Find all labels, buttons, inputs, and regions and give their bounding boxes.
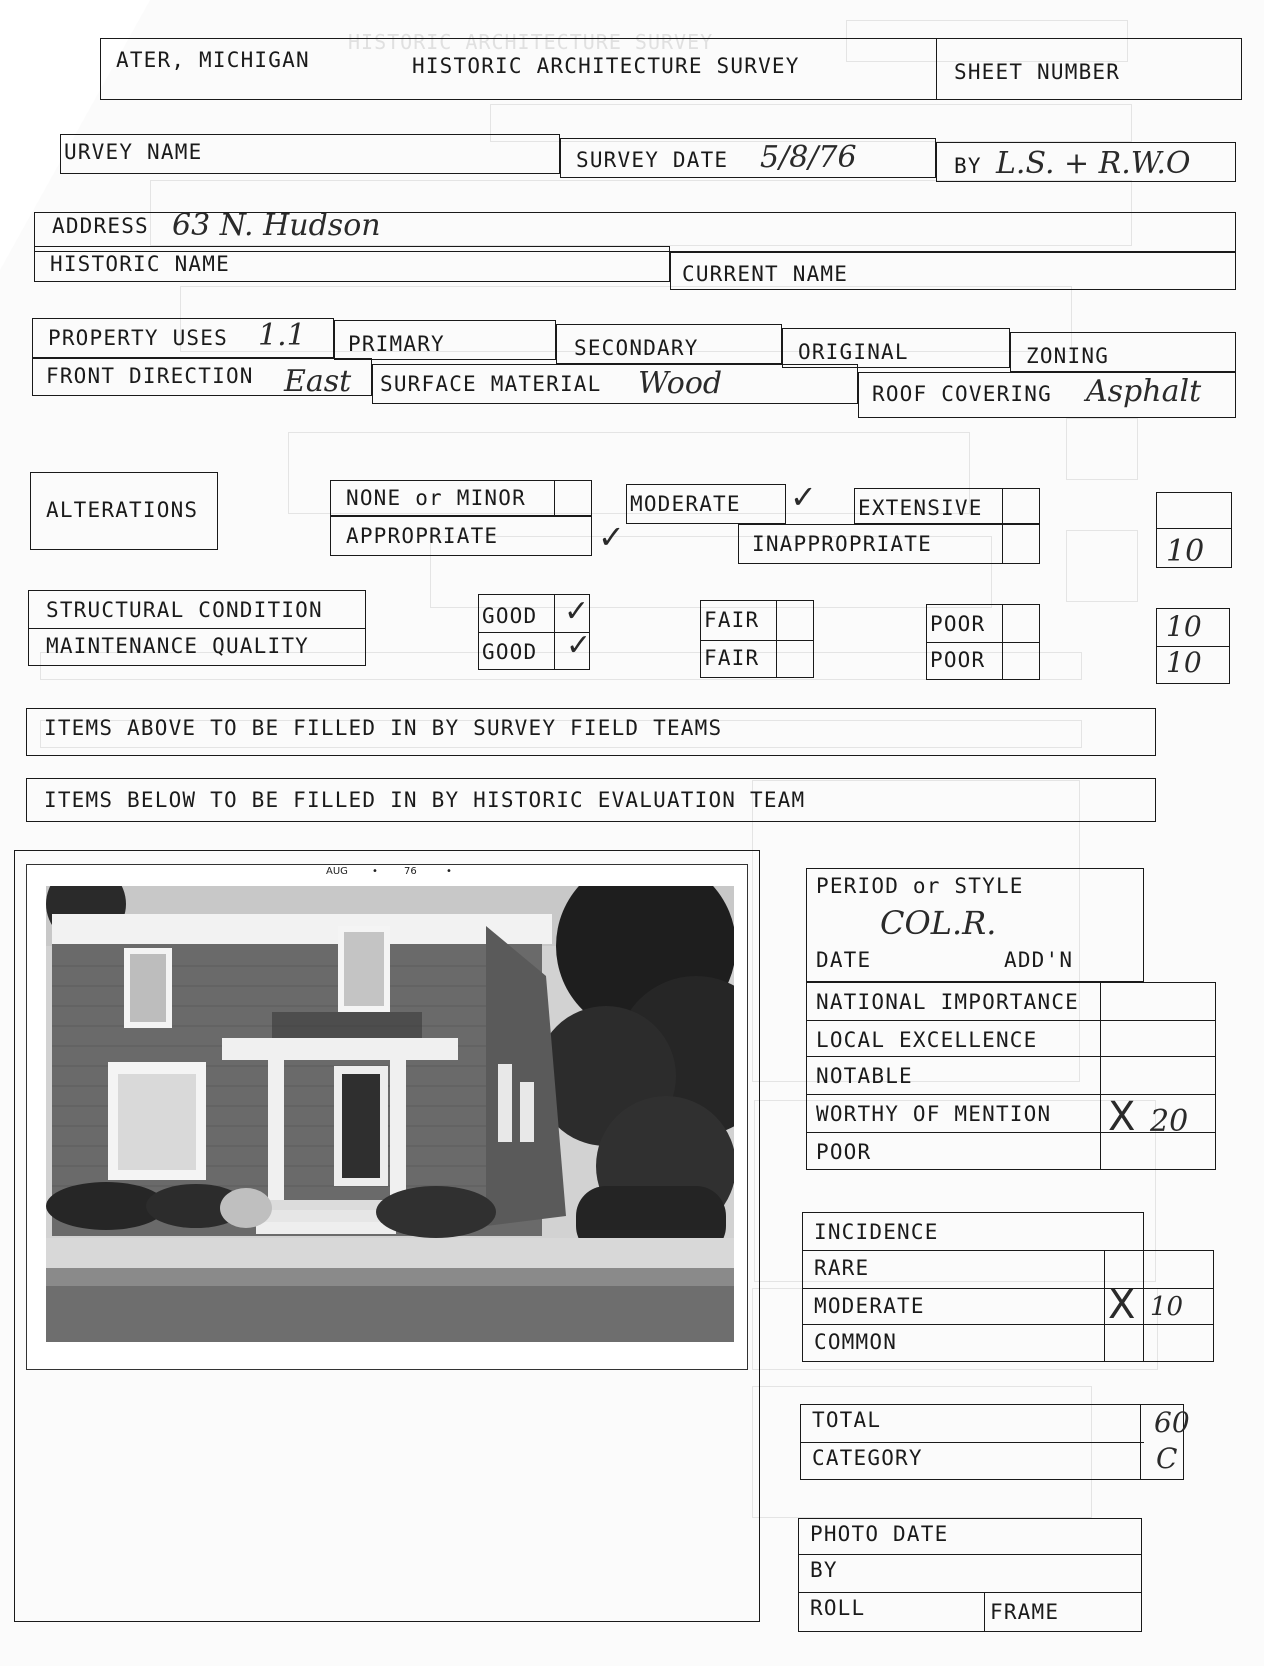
surveyed-by-value: L.S. + R.W.O xyxy=(996,146,1191,181)
inappropriate-label: INAPPROPRIATE xyxy=(752,532,932,556)
date-label: DATE xyxy=(816,948,872,972)
row-divider xyxy=(806,1094,1216,1095)
worthy-x-mark: X xyxy=(1108,1094,1136,1140)
address-label: ADDRESS xyxy=(52,214,149,238)
none-minor-label: NONE or MINOR xyxy=(346,486,526,510)
sheet-number-label: SHEET NUMBER xyxy=(954,60,1121,84)
historic-name-label: HISTORIC NAME xyxy=(50,252,230,276)
moderate-score: 10 xyxy=(1150,1292,1184,1322)
worthy-score: 20 xyxy=(1150,1104,1189,1139)
city-label: ATER, MICHIGAN xyxy=(116,48,310,72)
maintenance-quality-label: MAINTENANCE QUALITY xyxy=(46,634,310,658)
secondary-label: SECONDARY xyxy=(574,336,699,360)
addn-label: ADD'N xyxy=(1004,948,1074,972)
ghost-box xyxy=(490,104,1132,142)
national-importance-label: NATIONAL IMPORTANCE xyxy=(816,990,1080,1014)
notable-label: NOTABLE xyxy=(816,1064,913,1088)
survey-date-value: 5/8/76 xyxy=(760,140,857,175)
moderate-label: MODERATE xyxy=(630,492,741,516)
ghost-text: HISTORIC ARCHITECTURE SURVEY xyxy=(348,30,714,54)
period-style-value: COL.R. xyxy=(880,904,997,942)
photo-by-label: BY xyxy=(810,1558,838,1582)
row-divider xyxy=(798,1554,1142,1555)
extensive-label: EXTENSIVE xyxy=(858,496,983,520)
structural-good-check-mark: ✓ xyxy=(564,594,590,629)
total-value: 60 xyxy=(1154,1406,1190,1439)
photo-stamp-year: 76 xyxy=(404,866,417,877)
original-label: ORIGINAL xyxy=(798,340,909,364)
importance-mark-column[interactable] xyxy=(1100,982,1216,1170)
maintenance-good-label: GOOD xyxy=(482,640,538,664)
common-label: COMMON xyxy=(814,1330,898,1354)
maintenance-fair-label: FAIR xyxy=(704,646,760,670)
ghost-box xyxy=(1066,418,1138,480)
structural-condition-label: STRUCTURAL CONDITION xyxy=(46,598,323,622)
frame-label: FRAME xyxy=(990,1600,1060,1624)
primary-label: PRIMARY xyxy=(348,332,445,356)
row-divider xyxy=(806,1056,1216,1057)
moderate-incidence-label: MODERATE xyxy=(814,1294,925,1318)
structural-good-label: GOOD xyxy=(482,604,538,628)
photo-stamp-dot: • xyxy=(372,866,378,877)
photo-date-label: PHOTO DATE xyxy=(810,1522,949,1546)
structural-fair-label: FAIR xyxy=(704,608,760,632)
field-teams-note: ITEMS ABOVE TO BE FILLED IN BY SURVEY FIELD TEAMS xyxy=(44,716,723,740)
row-divider xyxy=(798,1592,1142,1593)
structural-score: 10 xyxy=(1166,610,1202,643)
surveyed-by-label: BY xyxy=(954,154,982,178)
column-divider xyxy=(984,1592,985,1632)
photo-stamp-dot: • xyxy=(446,866,452,877)
front-direction-value: East xyxy=(284,364,352,399)
evaluation-team-note: ITEMS BELOW TO BE FILLED IN BY HISTORIC EVALUATION TEAM xyxy=(44,788,806,812)
poor-checkbox-column[interactable] xyxy=(1002,604,1040,680)
form-title: HISTORIC ARCHITECTURE SURVEY xyxy=(412,54,800,78)
appropriate-label: APPROPRIATE xyxy=(346,524,499,548)
worthy-of-mention-label: WORTHY OF MENTION xyxy=(816,1102,1052,1126)
poor-rating-label: POOR xyxy=(816,1140,872,1164)
total-label: TOTAL xyxy=(812,1408,882,1432)
row-divider xyxy=(806,1020,1216,1021)
appropriate-check-mark: ✓ xyxy=(598,518,625,556)
ghost-box xyxy=(1066,530,1138,602)
alterations-score: 10 xyxy=(1166,534,1205,569)
zoning-label: ZONING xyxy=(1026,344,1110,368)
score-divider xyxy=(1156,528,1232,529)
survey-name-label: URVEY NAME xyxy=(64,140,203,164)
house-photo-image xyxy=(46,886,734,1342)
row-divider xyxy=(802,1288,1214,1289)
property-uses-label: PROPERTY USES xyxy=(48,326,228,350)
row-divider xyxy=(802,1250,1214,1251)
roll-label: ROLL xyxy=(810,1596,866,1620)
local-excellence-label: LOCAL EXCELLENCE xyxy=(816,1028,1038,1052)
category-label: CATEGORY xyxy=(812,1446,923,1470)
structural-poor-label: POOR xyxy=(930,612,986,636)
incidence-label: INCIDENCE xyxy=(814,1220,939,1244)
condition-divider xyxy=(28,628,366,629)
roof-covering-label: ROOF COVERING xyxy=(872,382,1052,406)
fair-checkbox-column[interactable] xyxy=(776,600,814,678)
category-value: C xyxy=(1156,1442,1178,1475)
moderate-check-mark: ✓ xyxy=(790,478,817,516)
period-style-label: PERIOD or STYLE xyxy=(816,874,1024,898)
address-value: 63 N. Hudson xyxy=(172,208,381,243)
house-photograph xyxy=(46,886,734,1342)
survey-date-label: SURVEY DATE xyxy=(576,148,729,172)
photo-stamp-month: AUG xyxy=(326,866,348,877)
moderate-x-mark: X xyxy=(1108,1282,1136,1328)
row-divider xyxy=(800,1442,1144,1443)
alterations-label: ALTERATIONS xyxy=(46,498,199,522)
alt-none-minor-checkbox[interactable] xyxy=(554,480,592,516)
roof-covering-value: Asphalt xyxy=(1086,374,1202,409)
surface-material-label: SURFACE MATERIAL xyxy=(380,372,602,396)
current-name-label: CURRENT NAME xyxy=(682,262,849,286)
row-divider xyxy=(802,1324,1214,1325)
maintenance-poor-label: POOR xyxy=(930,648,986,672)
maintenance-good-check-mark: ✓ xyxy=(566,628,592,663)
column-divider xyxy=(1140,1404,1141,1480)
maintenance-score: 10 xyxy=(1166,646,1202,679)
surface-material-value: Wood xyxy=(638,366,723,401)
front-direction-label: FRONT DIRECTION xyxy=(46,364,254,388)
rare-label: RARE xyxy=(814,1256,870,1280)
property-uses-value: 1.1 xyxy=(258,318,306,353)
